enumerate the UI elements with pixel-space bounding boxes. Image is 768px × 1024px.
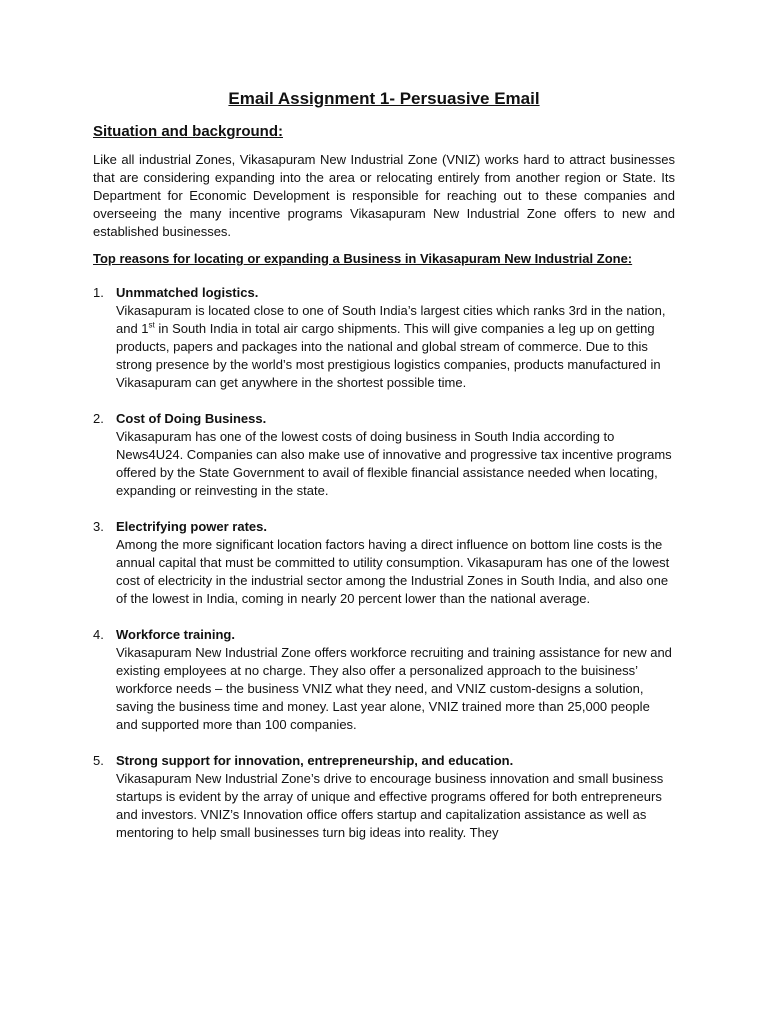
- reason-number: 1.: [93, 285, 104, 300]
- reason-number: 4.: [93, 627, 104, 642]
- ordinal-superscript: st: [148, 320, 155, 330]
- reason-item-cost: [93, 410, 675, 500]
- reason-item-power: [93, 518, 675, 608]
- reason-body: [116, 302, 675, 392]
- reason-number: 5.: [93, 753, 104, 768]
- reasons-list: [93, 284, 675, 842]
- reason-item-workforce: [93, 626, 675, 734]
- intro-paragraph: Like all industrial Zones, Vikasapuram New Industrial Zone (VNIZ) works hard to attract businesses that are considering expanding into the area or relocating entirely from another region or State. Its Department for Economic Development is responsible for reaching out to these companies and overseeing the many incentive programs Vikasapuram New Industrial Zone offers to new and established businesses.: [93, 152, 675, 239]
- reason-number: 2.: [93, 411, 104, 426]
- reason-body-part: Vikasapuram is located close to one of South India’s largest cities which ranks 3rd in the nation, and 1: [116, 303, 666, 336]
- reason-body: Vikasapuram has one of the lowest costs of doing business in South India according to News4U24. Companies can also make use of innovative and progressive tax incentive programs offered by the State Government to avail of flexible financial assistance needed when locating, expanding or reinvesting in the state.: [116, 429, 672, 498]
- reason-item-logistics: [93, 284, 675, 392]
- reason-body-part: in South India in total air cargo shipments. This will give companies a leg up on getting products, papers and packages into the national and global stream of commerce. Due to this strong presence by the world’s most prestigious logistics companies, products manufactured in Vikasapuram can get anywhere in the shortest possible time.: [116, 321, 661, 390]
- reason-title: Strong support for innovation, entrepreneurship, and education.: [116, 753, 514, 768]
- reason-title: Workforce training.: [116, 627, 235, 642]
- reasons-heading: Top reasons for locating or expanding a Business in Vikasapuram New Industrial Zone:: [93, 251, 633, 266]
- reason-body: Vikasapuram New Industrial Zone’s drive to encourage business innovation and small business startups is evident by the array of unique and effective programs offered for both entrepreneurs and investors. VNIZ’s Innovation office offers startup and capitalization assistance as well as mentoring to help small businesses turn big ideas into reality. They: [116, 771, 664, 840]
- reason-number: 3.: [93, 519, 104, 534]
- section-heading: Situation and background:: [93, 123, 283, 140]
- reason-body: Among the more significant location factors having a direct influence on bottom line costs is the annual capital that must be committed to utility consumption. Vikasapuram has one of the lowest cost of electricity in the industrial sector among the Industrial Zones in South India, and also one of the lowest in India, coming in nearly 20 percent lower than the national average.: [116, 537, 670, 606]
- reason-title: Electrifying power rates.: [116, 519, 267, 534]
- reason-title: Cost of Doing Business.: [116, 411, 267, 426]
- document-title: Email Assignment 1- Persuasive Email: [228, 89, 540, 108]
- document-page: [93, 88, 675, 860]
- reason-body: Vikasapuram New Industrial Zone offers workforce recruiting and training assistance for new and existing employees at no charge. They also offer a personalized approach to the buisiness’ workforce needs – the business VNIZ what they need, and VNIZ custom-designs a solution, saving the business time and money. Last year alone, VNIZ trained more than 25,000 people and supported more than 100 companies.: [116, 645, 672, 732]
- reason-item-innovation: [93, 752, 675, 842]
- reason-title: Unmmatched logistics.: [116, 285, 259, 300]
